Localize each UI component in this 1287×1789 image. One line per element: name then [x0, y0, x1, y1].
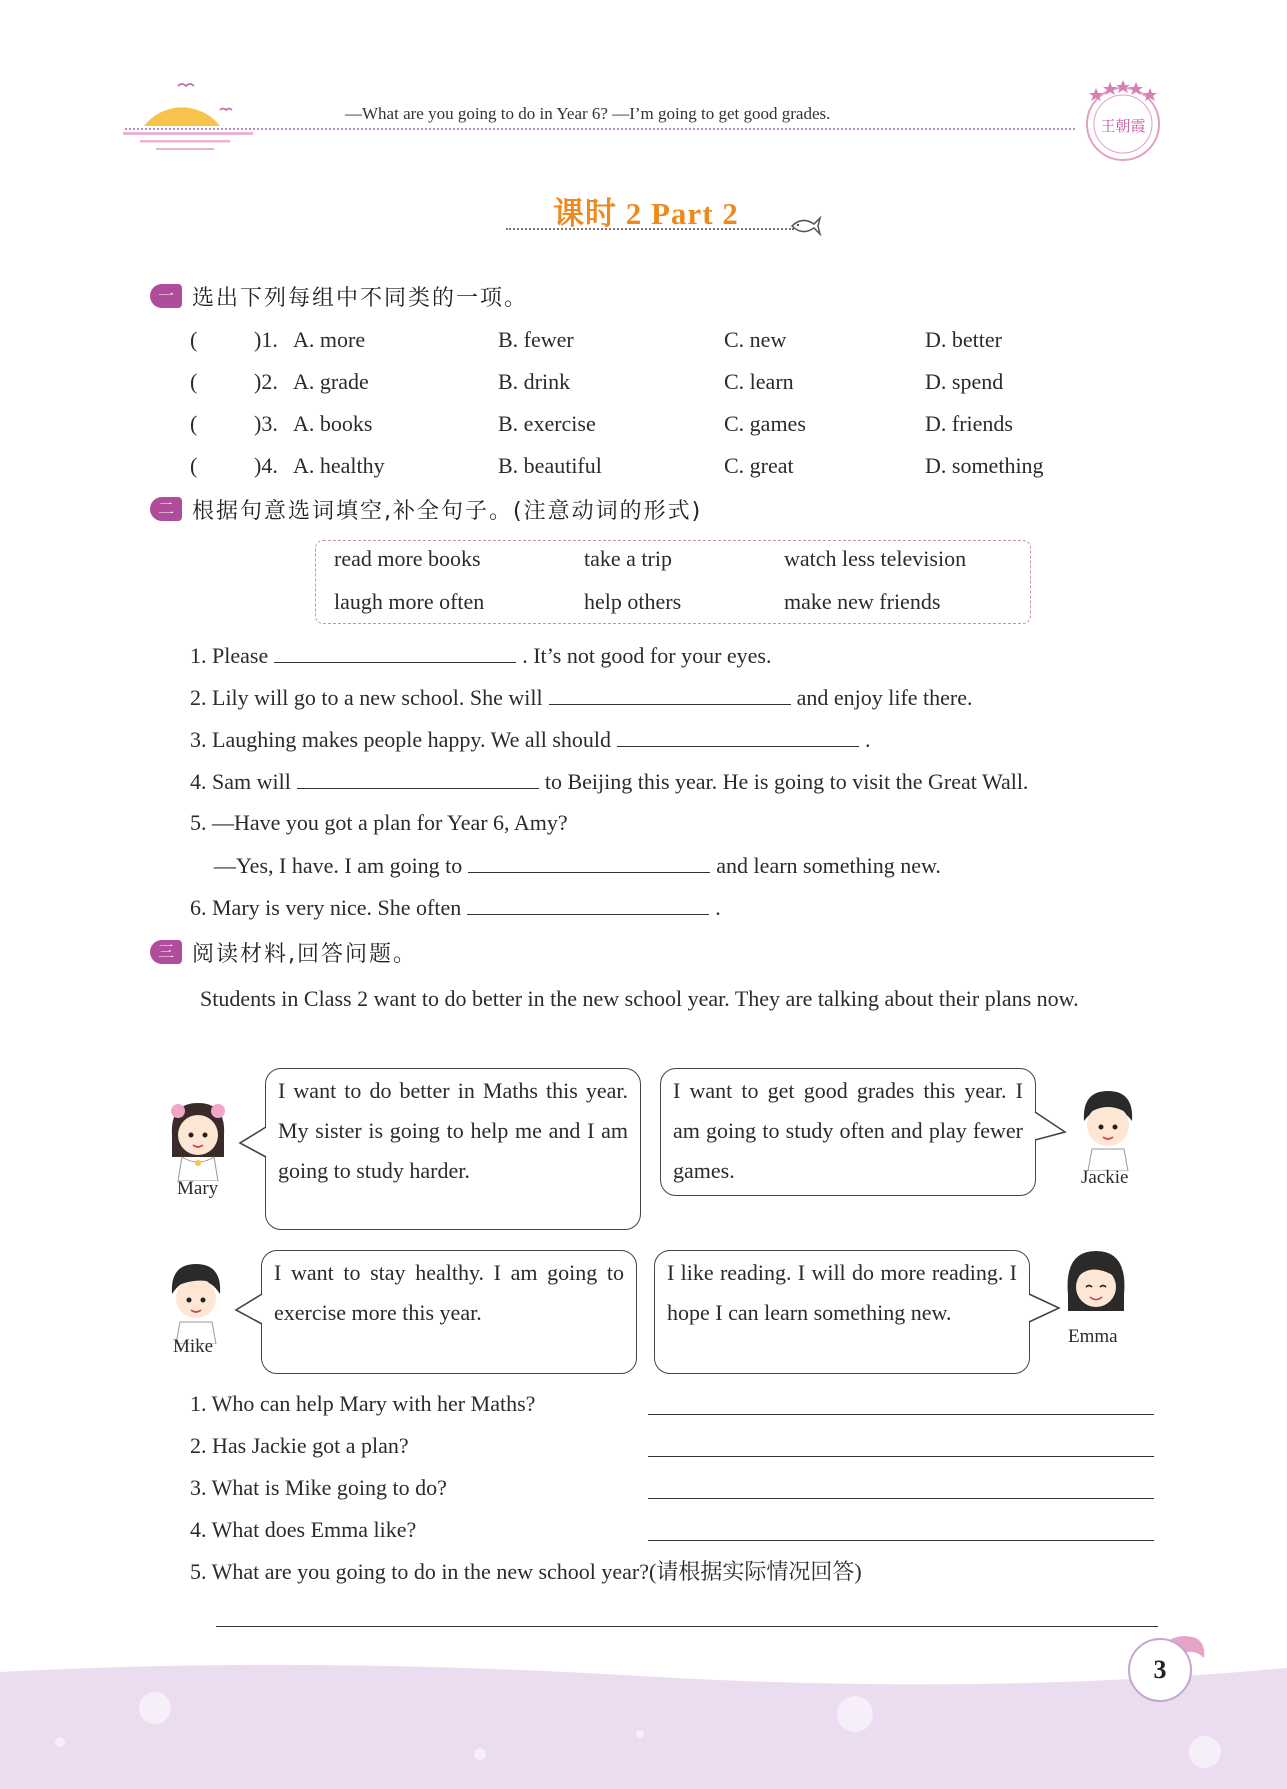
emma-name: Emma: [1068, 1326, 1118, 1347]
section-3-badge: 三: [150, 940, 182, 964]
header-divider: [125, 128, 1075, 130]
sentence-text: 2. Lily will go to a new school. She will: [190, 685, 543, 710]
option-d: D. something: [925, 453, 1044, 478]
fish-icon: [788, 214, 822, 238]
section-1-title: 选出下列每组中不同类的一项。: [192, 285, 529, 311]
fill-blank[interactable]: [549, 682, 791, 705]
sunset-icon: [118, 66, 268, 156]
mike-name: Mike: [173, 1336, 214, 1357]
sentence-text: 6. Mary is very nice. She often: [190, 895, 462, 920]
section-1-heading: [150, 282, 528, 310]
sentence-text: —Yes, I have. I am going to: [214, 853, 463, 878]
option-a: A. more: [293, 327, 366, 352]
fill-blank[interactable]: [274, 640, 516, 663]
fill-blank[interactable]: [617, 724, 859, 747]
jackie-name: Jackie: [1081, 1167, 1129, 1188]
fill-sentence: [214, 850, 941, 881]
title-underline: [506, 228, 794, 230]
sentence-text: 3. Laughing makes people happy. We all should: [190, 727, 612, 752]
fill-sentence: [190, 724, 871, 755]
logo-text: 王朝霞: [1100, 117, 1146, 135]
sentence-text: and enjoy life there.: [796, 685, 973, 710]
page-number: 3: [1128, 1638, 1192, 1702]
fill-sentence: [190, 640, 772, 671]
mike-speech-bubble: I want to stay healthy. I am going to exercise more this year.: [261, 1250, 637, 1374]
lesson-title: 课时 2 Part 2: [553, 196, 739, 231]
reading-question: 3. What is Mike going to do?: [190, 1475, 447, 1500]
jackie-bubble-tail: [1033, 1110, 1067, 1144]
mike-bubble-tail: [234, 1292, 264, 1326]
publisher-logo: [1080, 78, 1166, 164]
section-2-badge: 二: [150, 497, 182, 521]
word-bank-item: watch less television: [784, 546, 967, 571]
jackie-illustration: [1072, 1085, 1144, 1171]
question-number: )3.: [254, 411, 278, 436]
option-a: A. grade: [293, 369, 369, 394]
emma-bubble-tail: [1027, 1292, 1061, 1326]
question-number: )2.: [254, 369, 278, 394]
sentence-text: to Beijing this year. He is going to visit the Great Wall.: [544, 769, 1029, 794]
question-number: )4.: [254, 453, 278, 478]
option-c: C. learn: [724, 369, 794, 394]
fill-blank[interactable]: [468, 850, 710, 873]
option-a: A. healthy: [293, 453, 385, 478]
option-a: A. books: [293, 411, 373, 436]
reading-question: 1. Who can help Mary with her Maths?: [190, 1391, 536, 1416]
option-c: C. new: [724, 327, 787, 352]
sentence-text: 1. Please: [190, 643, 269, 668]
option-b: B. drink: [498, 369, 571, 394]
word-bank-item: laugh more often: [334, 589, 485, 614]
option-b: B. fewer: [498, 327, 574, 352]
mary-bubble-tail: [238, 1125, 268, 1159]
option-b: B. beautiful: [498, 453, 602, 478]
option-d: D. spend: [925, 369, 1004, 394]
sentence-text: . It’s not good for your eyes.: [522, 643, 772, 668]
word-bank-item: read more books: [334, 546, 481, 571]
mike-illustration: [160, 1258, 232, 1344]
fill-sentence: [190, 808, 568, 838]
reading-intro: Students in Class 2 want to do better in the new school year. They are talking about their plans now.: [200, 986, 1079, 1011]
answer-line[interactable]: [648, 1456, 1154, 1457]
fill-sentence: [190, 892, 721, 923]
section-2-heading: [150, 495, 702, 523]
answer-line[interactable]: [648, 1414, 1154, 1415]
question-number: )1.: [254, 327, 278, 352]
answer-line[interactable]: [216, 1626, 1158, 1627]
section-3-title: 阅读材料,回答问题。: [192, 941, 417, 967]
section-1-badge: 一: [150, 284, 182, 308]
answer-paren[interactable]: (: [190, 411, 198, 436]
option-d: D. better: [925, 327, 1002, 352]
mary-illustration: [162, 1095, 234, 1181]
answer-paren[interactable]: (: [190, 327, 198, 352]
word-bank-item: make new friends: [784, 589, 941, 614]
word-bank-item: help others: [584, 589, 682, 614]
footer-wave: [0, 1662, 1287, 1789]
sentence-text: and learn something new.: [716, 853, 941, 878]
reading-question: 4. What does Emma like?: [190, 1517, 417, 1542]
mary-name: Mary: [177, 1178, 219, 1199]
word-bank-item: take a trip: [584, 546, 672, 571]
emma-illustration: [1060, 1245, 1132, 1331]
answer-paren[interactable]: (: [190, 369, 198, 394]
fill-sentence: [190, 766, 1028, 797]
fill-sentence: [190, 682, 973, 713]
emma-speech-bubble: I like reading. I will do more reading. I hope I can learn something new.: [654, 1250, 1030, 1374]
sentence-text: 4. Sam will: [190, 769, 291, 794]
section-2-title: 根据句意选词填空,补全句子。(注意动词的形式): [192, 498, 703, 524]
reading-question: 2. Has Jackie got a plan?: [190, 1433, 409, 1458]
answer-line[interactable]: [648, 1498, 1154, 1499]
answer-paren[interactable]: (: [190, 453, 198, 478]
sentence-text: .: [715, 895, 721, 920]
option-d: D. friends: [925, 411, 1013, 436]
answer-line[interactable]: [648, 1540, 1154, 1541]
option-c: C. great: [724, 453, 794, 478]
sentence-text: .: [865, 727, 871, 752]
reading-question: 5. What are you going to do in the new school year?(请根据实际情况回答): [190, 1559, 862, 1584]
section-3-heading: [150, 938, 417, 966]
option-b: B. exercise: [498, 411, 596, 436]
sentence-text: 5. —Have you got a plan for Year 6, Amy?: [190, 810, 568, 835]
header-subtitle: —What are you going to do in Year 6? —I’m going to get good grades.: [345, 104, 831, 123]
jackie-speech-bubble: I want to get good grades this year. I am going to study often and play fewer games.: [660, 1068, 1036, 1196]
option-c: C. games: [724, 411, 806, 436]
fill-blank[interactable]: [297, 766, 539, 789]
fill-blank[interactable]: [467, 892, 709, 915]
mary-speech-bubble: I want to do better in Maths this year. My sister is going to help me and I am going to study harder.: [265, 1068, 641, 1230]
